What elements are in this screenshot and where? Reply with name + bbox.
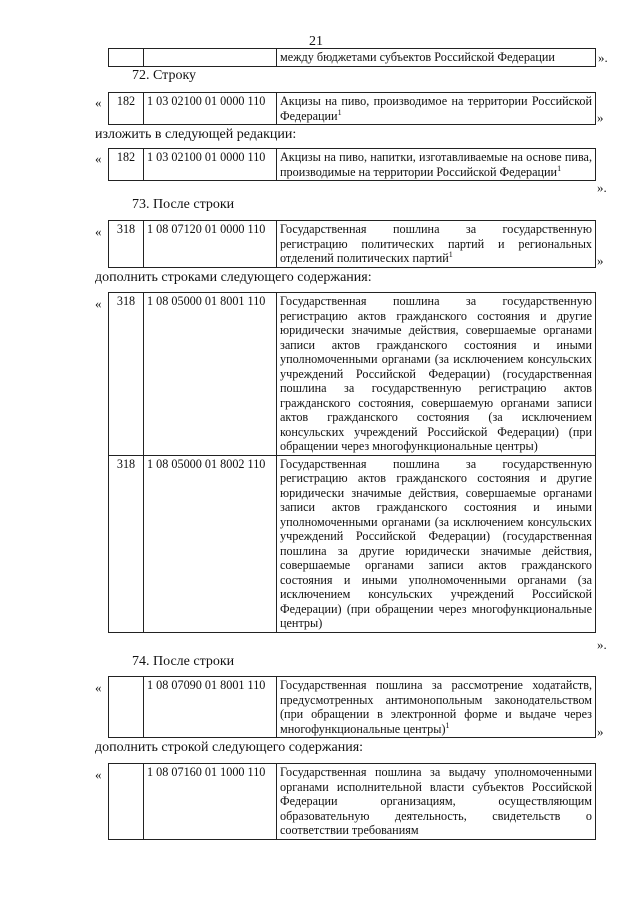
cell-admin-code: 318 [109,293,144,456]
cell-admin-code: 318 [109,455,144,632]
cell-admin-code: 182 [109,93,144,125]
cell-budget-code: 1 08 05000 01 8002 110 [144,455,277,632]
cell-income-name: Государственная пошлина за государственную регистрацию политических партий и региональных отделений политических партий$^1$ [277,221,596,268]
cell-admin-code: 182 [109,149,144,181]
table-row-new-72 [108,148,596,181]
cell-budget-code: 1 08 07120 01 0000 110 [144,221,277,268]
table-row [109,677,596,738]
open-quote: « [95,680,102,695]
cell-income-name: Государственная пошлина за рассмотрение ходатайств, предусмотренных антимонопольным законодательством (при обращении в электронной форме и выдаче через многофункциональные центры)$^1$ [277,677,596,738]
close-quote: ». [597,180,607,195]
table-row [109,293,596,456]
cell-budget-code: 1 08 05000 01 8001 110 [144,293,277,456]
footnote-mark: 1 [445,720,450,730]
page-number: 21 [309,34,323,49]
paragraph-izlozhit: изложить в следующей редакции: [95,127,297,142]
cell-income-name: Акцизы на пиво, производимое на территории Российской Федерации$^1$ [277,93,596,125]
paragraph-73: 73. После строки [132,197,235,212]
cell-admin-code [109,677,144,738]
cell-budget-code: 1 08 07090 01 8001 110 [144,677,277,738]
cell-admin-code [109,764,144,840]
open-quote: « [95,95,102,110]
table-row [109,455,596,632]
footnote-mark: 1 [557,163,562,173]
cell-admin-code: 318 [109,221,144,268]
close-quote: ». [598,50,608,65]
table-row-74 [108,676,596,738]
close-quote: » [597,110,604,125]
footnote-mark: 1 [448,249,453,259]
paragraph-74: 74. После строки [132,654,235,669]
table-row [109,221,596,268]
table-row [109,149,596,181]
footnote-mark: 1 [337,107,342,117]
cell-budget-code: 1 03 02100 01 0000 110 [144,93,277,125]
close-quote: ». [597,637,607,652]
cell-income-name: между бюджетами субъектов Российской Федерации [277,49,596,67]
close-quote: » [597,724,604,739]
open-quote: « [95,767,102,782]
table-row [109,49,596,67]
cell-budget-code: 1 08 07160 01 1000 110 [144,764,277,840]
table-row [109,764,596,840]
table-fragment-top [108,48,596,67]
cell-income-name: Государственная пошлина за государственную регистрацию актов гражданского состояния и другие юридически значимые действия, совершаемые органами записи актов гражданского состояния и иными уполномоченными органами (за исключением консульских учреждений Российской Федерации) (государственная пошлина за государственную регистрацию актов гражданского состояния, совершаемую органами записи актов гражданского состояния (за исключением консульских учреждений Российской Федерации) (при обращении через многофункциональные центры) [277,293,596,456]
open-quote: « [95,151,102,166]
table-row-old-72 [108,92,596,125]
cell-admin-code [109,49,144,67]
table-row-new-74 [108,763,596,840]
table-row [109,93,596,125]
close-quote: » [597,253,604,268]
cell-income-name: Государственная пошлина за выдачу уполномоченными органами исполнительной власти субъектов Российской Федерации организациям, осуществляющим образовательную деятельность, свидетельств о соответствии требованиям [277,764,596,840]
cell-budget-code: 1 03 02100 01 0000 110 [144,149,277,181]
table-row-73 [108,220,596,268]
open-quote: « [95,224,102,239]
cell-budget-code [144,49,277,67]
cell-income-name: Государственная пошлина за государственную регистрацию актов гражданского состояния и другие юридически значимые действия, совершаемые органами записи актов гражданского состояния и иными уполномоченными органами (за исключением консульских учреждений Российской Федерации) (государственная пошлина за другие юридически значимые действия, совершаемые органами записи актов гражданского состояния и иными уполномоченными органами (за исключением консульских учреждений Российской Федерации) (при обращении через многофункциональные центры) [277,455,596,632]
cell-income-name: Акцизы на пиво, напитки, изготавливаемые на основе пива, производимые на территории Российской Федерации$^1$ [277,149,596,181]
open-quote: « [95,296,102,311]
paragraph-dopolnit-2: дополнить строкой следующего содержания: [95,740,364,755]
paragraph-dopolnit-1: дополнить строками следующего содержания: [95,270,372,285]
table-rows-new-73 [108,292,596,633]
paragraph-72: 72. Строку [132,68,197,83]
